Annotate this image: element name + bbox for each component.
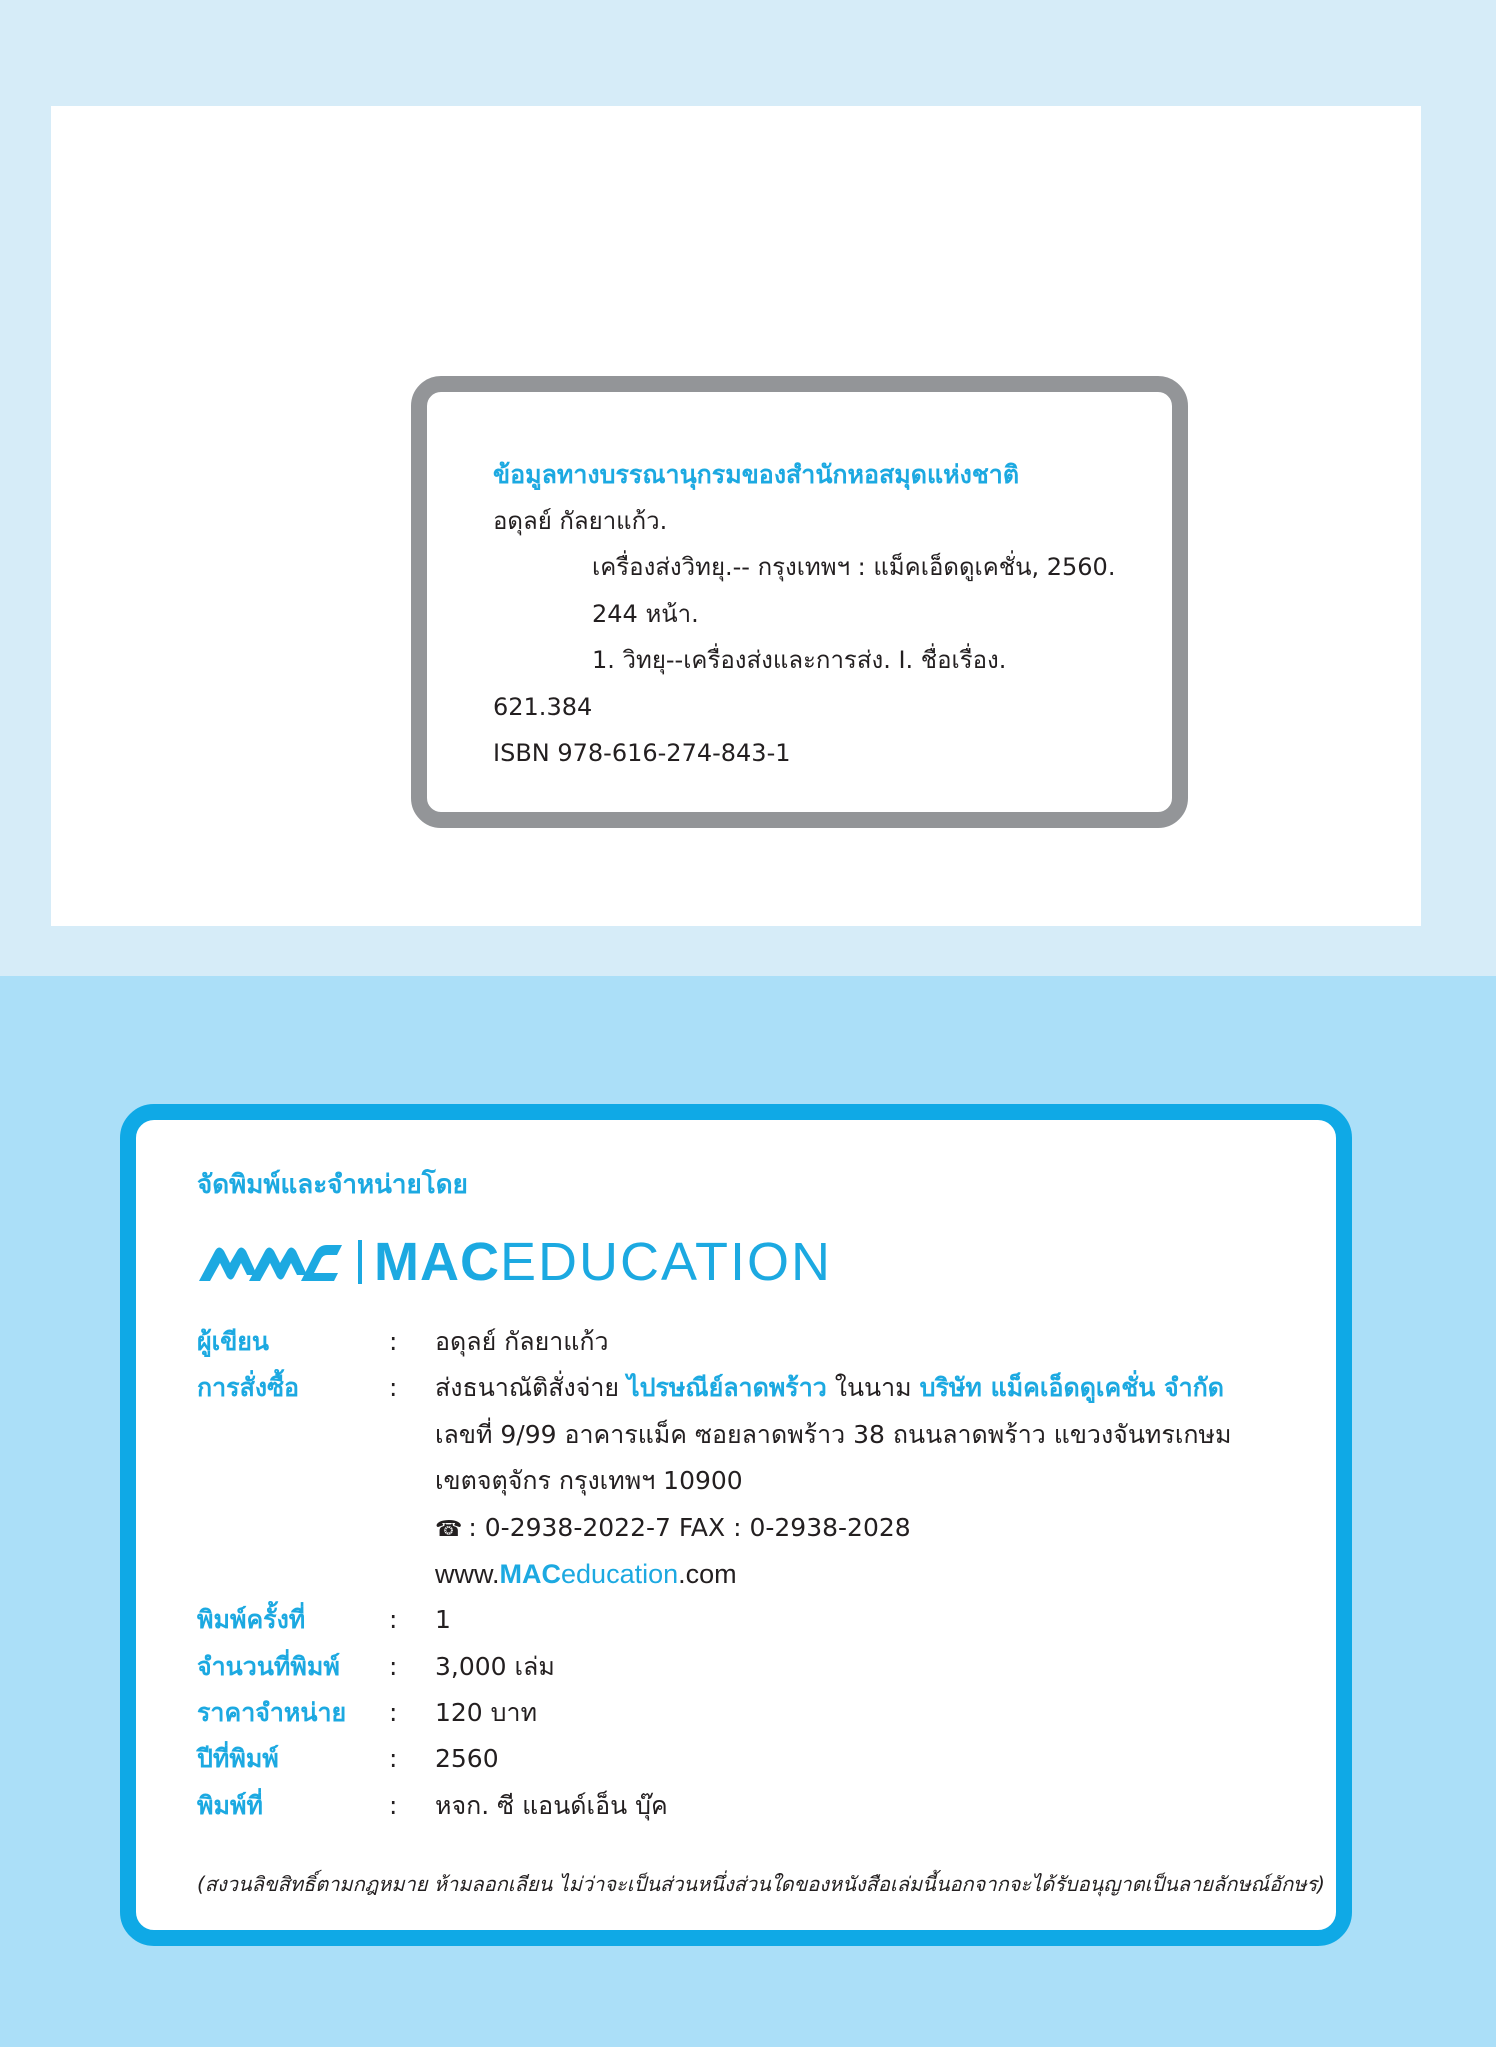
row-order-label: การสั่งซื้อ <box>197 1373 300 1402</box>
row-author-colon: : <box>389 1327 398 1356</box>
cip-author: อดุลย์ กัลยาแก้ว. <box>493 507 668 535</box>
contact-line <box>435 1508 911 1550</box>
address-line-1: เลขที่ 9/99 อาคารแม็ค ซอยลาดพร้าว 38 ถนนลาดพร้าว แขวงจันทรเกษม <box>435 1420 1232 1449</box>
logo-separator <box>358 1240 362 1284</box>
row-edition-colon: : <box>389 1605 398 1634</box>
publisher-heading: จัดพิมพ์และจำหน่ายโดย <box>197 1170 468 1200</box>
mac-logo-mark-icon <box>197 1241 342 1283</box>
website-suffix: education <box>561 1559 679 1589</box>
row-edition-label: พิมพ์ครั้งที่ <box>197 1605 306 1634</box>
logo-text-mac: MAC <box>374 1232 500 1292</box>
copyright-disclaimer: (สงวนลิขสิทธิ์ตามกฎหมาย ห้ามลอกเลียน ไม่ว่าจะเป็นส่วนหนึ่งส่วนใดของหนังสือเล่มนี้นอกจากจะได้รับอนุญาตเป็นลายลักษณ์อักษร) <box>197 1872 1325 1896</box>
row-printer-value: หจก. ซี แอนด์เอ็น บุ๊ค <box>435 1791 668 1820</box>
row-printer-label: พิมพ์ที่ <box>197 1791 263 1820</box>
address-line-2: เขตจตุจักร กรุงเทพฯ 10900 <box>435 1466 743 1495</box>
row-year-label: ปีที่พิมพ์ <box>197 1744 279 1773</box>
website-prefix: www. <box>435 1559 500 1589</box>
logo-text-education: EDUCATION <box>499 1232 832 1292</box>
cip-pages: 244 หน้า. <box>592 600 699 628</box>
row-author-label: ผู้เขียน <box>197 1327 270 1356</box>
row-copies-label: จำนวนที่พิมพ์ <box>197 1652 340 1681</box>
order-company: บริษัท แม็คเอ็ดดูเคชั่น จำกัด <box>919 1373 1225 1402</box>
row-price-colon: : <box>389 1698 398 1727</box>
publisher-box <box>120 1104 1352 1946</box>
row-year-value: 2560 <box>435 1744 499 1773</box>
row-edition-value: 1 <box>435 1605 451 1634</box>
order-text-3: ในนาม <box>826 1373 920 1402</box>
row-year-colon: : <box>389 1744 398 1773</box>
row-order-colon: : <box>389 1373 398 1402</box>
row-copies-value: 3,000 เล่ม <box>435 1652 555 1681</box>
website-link[interactable] <box>435 1554 737 1594</box>
contact-text: : 0-2938-2022-7 FAX : 0-2938-2028 <box>468 1513 911 1542</box>
telephone-icon: ☎ <box>435 1517 463 1542</box>
cip-work: เครื่องส่งวิทยุ.-- กรุงเทพฯ : แม็คเอ็ดดูเคชั่น, 2560. <box>592 553 1116 581</box>
cip-panel <box>51 106 1421 926</box>
cip-subject: 1. วิทยุ--เครื่องส่งและการส่ง. I. ชื่อเรื่อง. <box>592 646 1007 674</box>
mac-education-logo <box>197 1232 832 1292</box>
website-tld: .com <box>678 1559 737 1589</box>
cip-box <box>411 376 1188 828</box>
cip-classification: 621.384 <box>493 693 593 721</box>
row-price-label: ราคาจำหน่าย <box>197 1698 347 1727</box>
row-copies-colon: : <box>389 1652 398 1681</box>
cip-title: ข้อมูลทางบรรณานุกรมของสำนักหอสมุดแห่งชาติ <box>493 460 1020 489</box>
row-printer-colon: : <box>389 1791 398 1820</box>
order-post-office: ไปรษณีย์ลาดพร้าว <box>627 1373 827 1402</box>
row-price-value: 120 บาท <box>435 1698 538 1727</box>
website-bold: MAC <box>499 1559 562 1589</box>
order-text-1: ส่งธนาณัติสั่งจ่าย <box>435 1373 628 1402</box>
cip-isbn: ISBN 978-616-274-843-1 <box>493 739 791 767</box>
row-order-value <box>435 1368 1224 1408</box>
row-author-value: อดุลย์ กัลยาแก้ว <box>435 1327 609 1356</box>
